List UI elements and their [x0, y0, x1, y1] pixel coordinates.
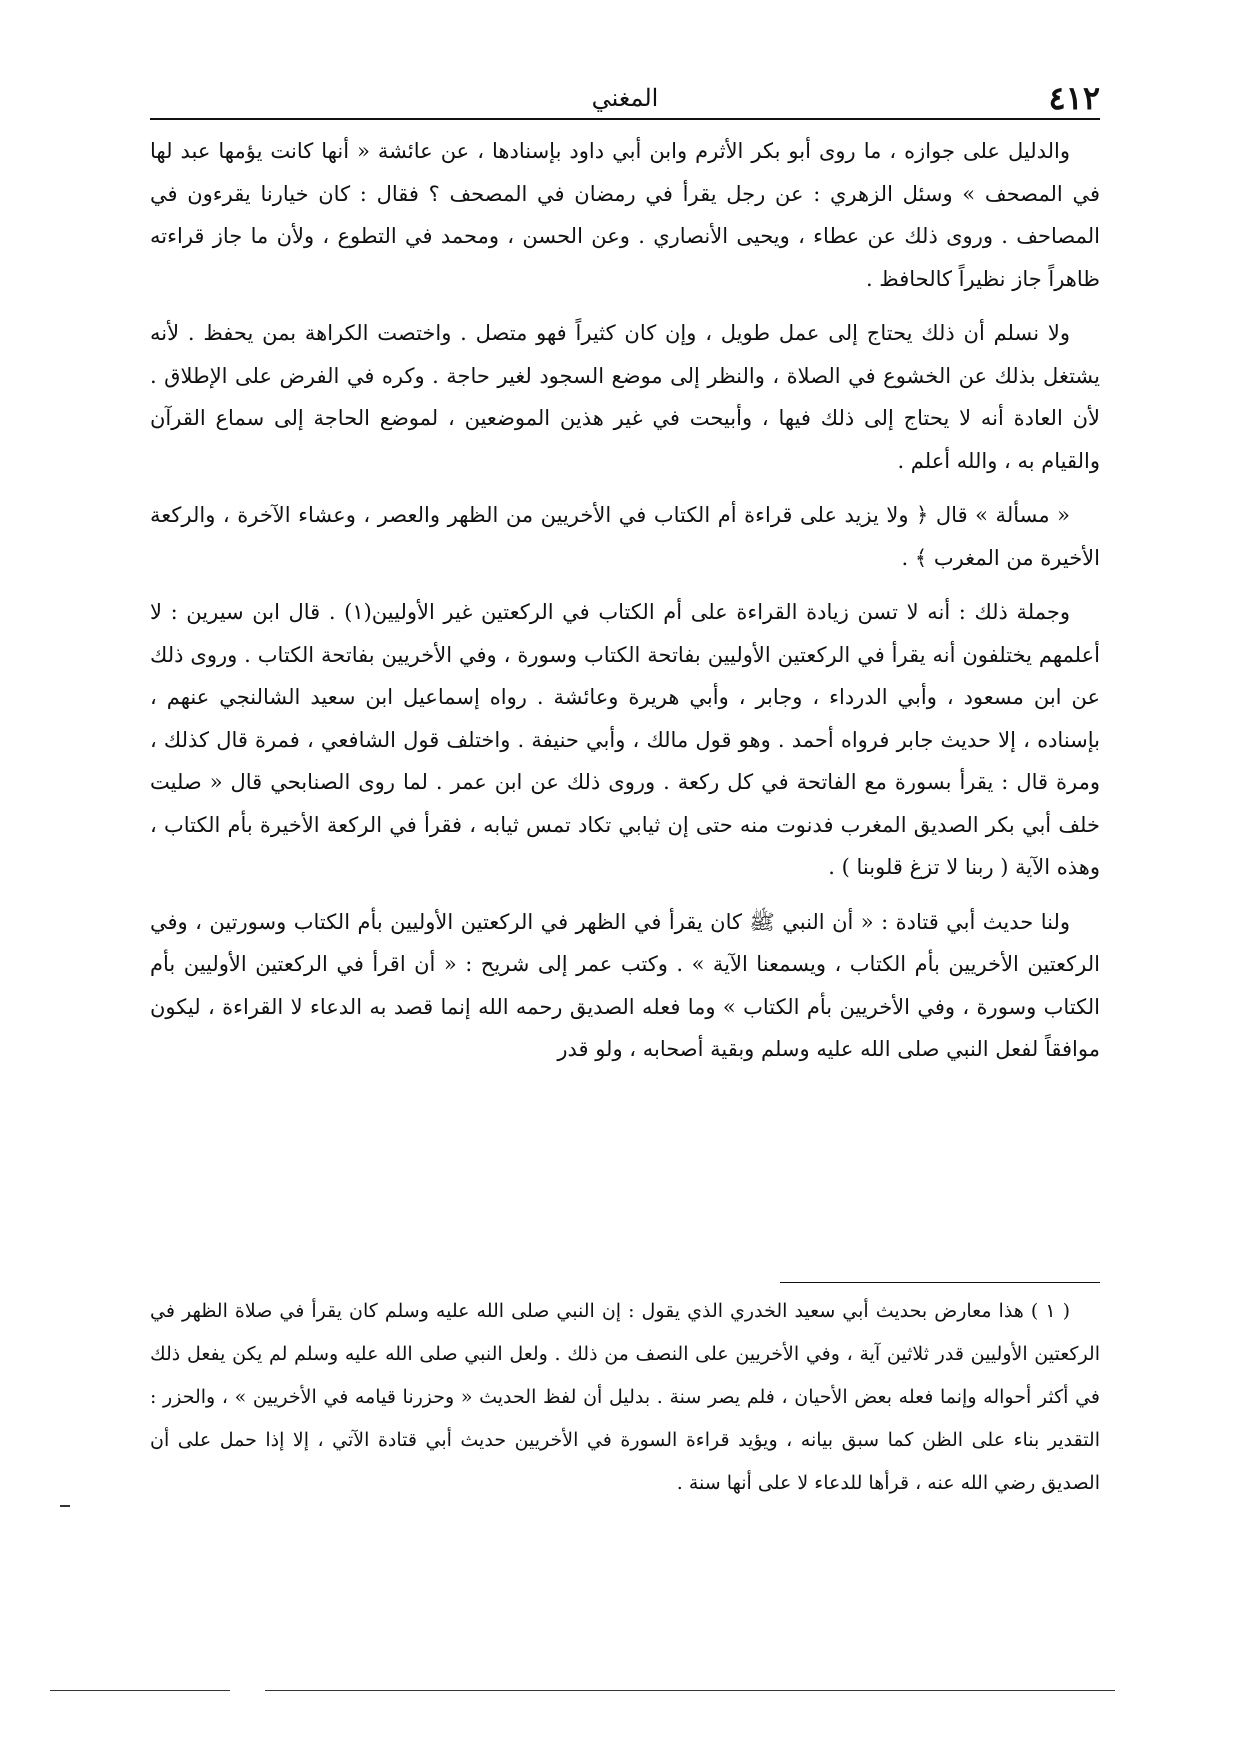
paragraph: وجملة ذلك : أنه لا تسن زيادة القراءة على أم الكتاب في الركعتين غير الأوليين(١) . قال ابن سيرين : لا أعلمهم يختلفون أنه يقرأ في الركعتين الأوليين بفاتحة الكتاب وسورة ، وفي الأخريين بفاتحة الكتاب . وروى ذلك عن ابن مسعود ، وأبي الدرداء ، وجابر ، وأبي هريرة وعائشة . رواه إسماعيل ابن سعيد الشالنجي عنهم ، بإسناده ، إلا حديث جابر فرواه أحمد . وهو قول مالك ، وأبي حنيفة . واختلف قول الشافعي ، فمرة قال كذلك ، ومرة قال : يقرأ بسورة مع الفاتحة في كل ركعة . وروى ذلك عن ابن عمر . لما روى الصنابحي قال « صليت خلف أبي بكر الصديق المغرب فدنوت منه حتى إن ثيابي تكاد تمس ثيابه ، فقرأ في الركعة الأخيرة بأم الكتاب ، وهذه الآية ( ربنا لا تزغ قلوبنا ) . — [150, 600, 1100, 879]
paragraph: ولا نسلم أن ذلك يحتاج إلى عمل طويل ، وإن كان كثيراً فهو متصل . واختصت الكراهة بمن يحفظ . لأنه يشتغل بذلك عن الخشوع في الصلاة ، والنظر إلى موضع السجود لغير حاجة . وكره في الفرض على الإطلاق . لأن العادة أنه لا يحتاج إلى ذلك فيها ، وأبيحت في غير هذين الموضعين ، لموضع الحاجة إلى سماع القرآن والقيام به ، والله أعلم . — [150, 321, 1100, 473]
footnote: ( ١ ) هذا معارض بحديث أبي سعيد الخدري الذي يقول : إن النبي صلى الله عليه وسلم كان يقرأ في صلاة الظهر في الركعتين الأوليين قدر ثلاثين آية ، وفي الأخريين على النصف من ذلك . ولعل النبي صلى الله عليه وسلم لم يكن يفعل ذلك في أكثر أحواله وإنما فعله بعض الأحيان ، فلم يصر سنة . بدليل أن لفظ الحديث « وحزرنا قيامه في الأخريين » ، والحزر : التقدير بناء على الظن كما سبق بيانه ، ويؤيد قراءة السورة في الأخريين حديث أبي قتادة الآتي ، إلا إذا حمل على أن الصديق رضي الله عنه ، قرأها للدعاء لا على أنها سنة . — [150, 1300, 1100, 1494]
page-number: ٤١٢ — [1048, 79, 1100, 117]
header-rule — [150, 118, 1100, 120]
main-text — [150, 130, 1100, 1083]
page-header — [150, 78, 1100, 118]
footnotes — [150, 1290, 1100, 1505]
paragraph: ولنا حديث أبي قتادة : « أن النبي ﷺ كان يقرأ في الظهر في الركعتين الأوليين بأم الكتاب وسورتين ، وفي الركعتين الأخريين بأم الكتاب ، ويسمعنا الآية » . وكتب عمر إلى شريح : « أن اقرأ في الركعتين الأوليين بأم الكتاب وسورة ، وفي الأخريين بأم الكتاب » وما فعله الصديق رحمه الله إنما قصد به الدعاء لا القراءة ، ليكون موافقاً لفعل النبي صلى الله عليه وسلم وبقية أصحابه ، ولو قدر — [150, 909, 1100, 1061]
paragraph: « مسألة » قال ﴿ ولا يزيد على قراءة أم الكتاب في الأخريين من الظهر والعصر ، وعشاء الآخرة ، والركعة الأخيرة من المغرب ﴾ . — [150, 503, 1100, 570]
running-title: المغني — [591, 84, 659, 112]
bottom-rule — [265, 1690, 1115, 1691]
margin-mark — [60, 1505, 70, 1507]
paragraph: والدليل على جوازه ، ما روى أبو بكر الأثرم وابن أبي داود بإسنادها ، عن عائشة « أنها كانت يؤمها عبد لها في المصحف » وسئل الزهري : عن رجل يقرأ في رمضان في المصحف ؟ فقال : كان خيارنا يقرءون في المصاحف . وروى ذلك عن عطاء ، ويحيى الأنصاري . وعن الحسن ، ومحمد في التطوع ، ولأن ما جاز قراءته ظاهراً جاز نظيراً كالحافظ . — [150, 139, 1100, 291]
bottom-rule — [50, 1690, 230, 1691]
footnote-rule — [780, 1282, 1100, 1283]
